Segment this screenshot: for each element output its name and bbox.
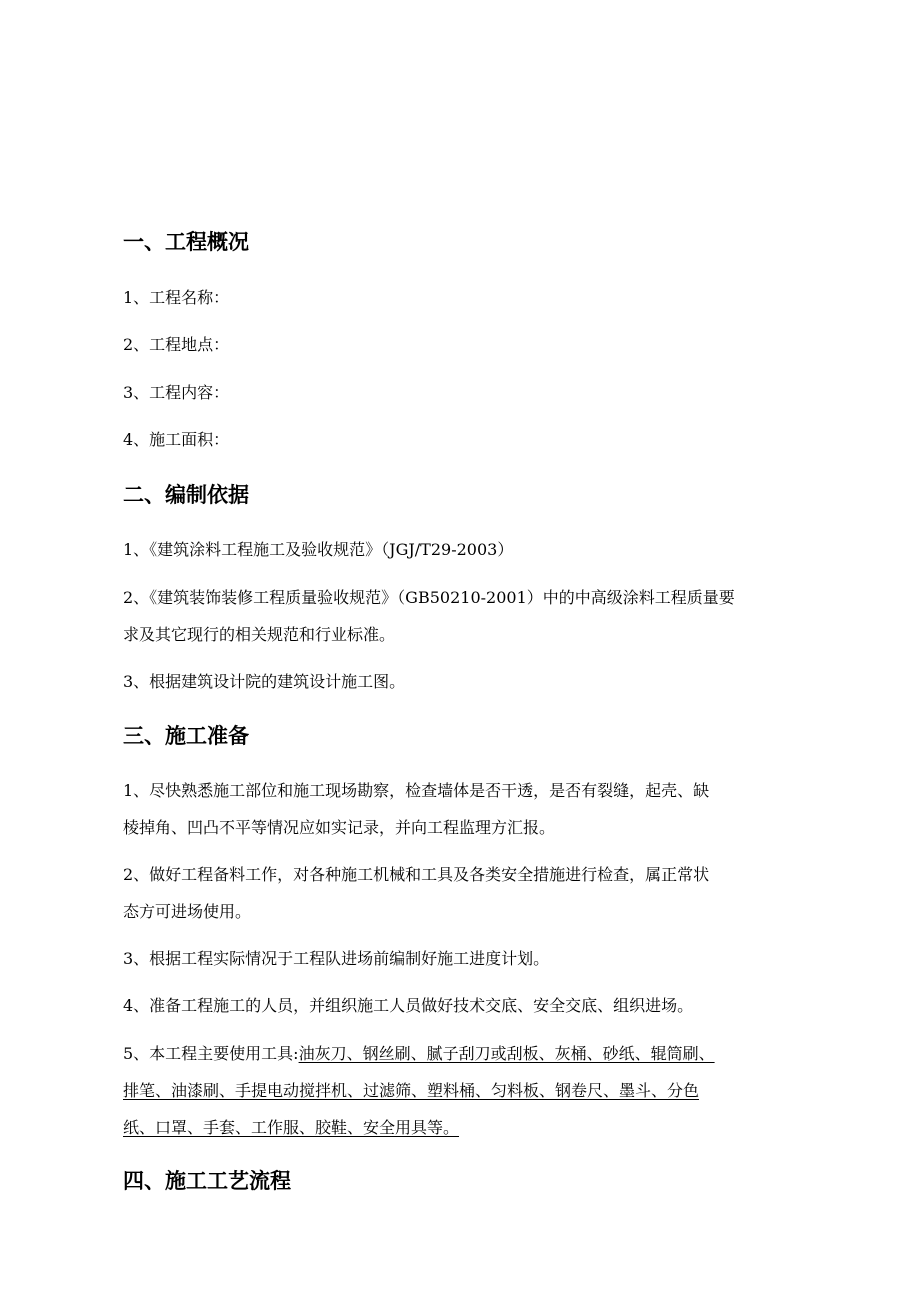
section-heading-preparation: 三、施工准备 xyxy=(123,724,249,748)
basis-item-3: 3、根据建筑设计院的建筑设计施工图。 xyxy=(123,672,406,691)
prep-item-5-line-3: 纸、口罩、手套、工作服、胶鞋、安全用具等。 xyxy=(123,1118,460,1137)
section-heading-basis: 二、编制依据 xyxy=(123,483,249,507)
prep-item-4: 4、准备工程施工的人员，并组织施工人员做好技术交底、安全交底、组织进场。 xyxy=(123,996,694,1015)
prep-item-1-line-1: 1、尽快熟悉施工部位和施工现场勘察，检查墙体是否干透，是否有裂缝，起壳、缺 xyxy=(123,781,710,800)
section-heading-process: 四、施工工艺流程 xyxy=(123,1169,291,1193)
basis-item-2-line-1: 2、《建筑装饰装修工程质量验收规范》（GB50210-2001）中的中高级涂料工程质量要 xyxy=(123,588,735,607)
construction-area-line: 4、施工面积： xyxy=(123,430,230,449)
prep-item-2-line-2: 态方可进场使用。 xyxy=(123,902,252,921)
project-content-line: 3、工程内容： xyxy=(123,383,230,402)
prep-item-5-line-1 xyxy=(123,1043,715,1065)
tools-intro-text: 5、本工程主要使用工具: xyxy=(123,1044,299,1063)
prep-item-3: 3、根据工程实际情况于工程队进场前编制好施工进度计划。 xyxy=(123,949,550,968)
section-heading-overview: 一、工程概况 xyxy=(123,230,249,254)
tools-list-part-1: 油灰刀、钢丝刷、腻子刮刀或刮板、灰桶、砂纸、辊筒刷、 xyxy=(298,1044,715,1063)
prep-item-5-line-2: 排笔、油漆刷、手提电动搅拌机、过滤筛、塑料桶、匀料板、钢卷尺、墨斗、分色 xyxy=(123,1081,700,1100)
prep-item-1-line-2: 棱掉角、凹凸不平等情况应如实记录，并向工程监理方汇报。 xyxy=(123,818,556,837)
basis-item-2-line-2: 求及其它现行的相关规范和行业标准。 xyxy=(123,625,396,644)
project-location-line: 2、工程地点： xyxy=(123,335,230,354)
basis-item-1: 1、《建筑涂料工程施工及验收规范》（JGJ/T29-2003） xyxy=(123,540,514,559)
prep-item-2-line-1: 2、做好工程备料工作，对各种施工机械和工具及各类安全措施进行检查，属正常状 xyxy=(123,865,710,884)
project-name-line: 1、工程名称： xyxy=(123,288,230,307)
